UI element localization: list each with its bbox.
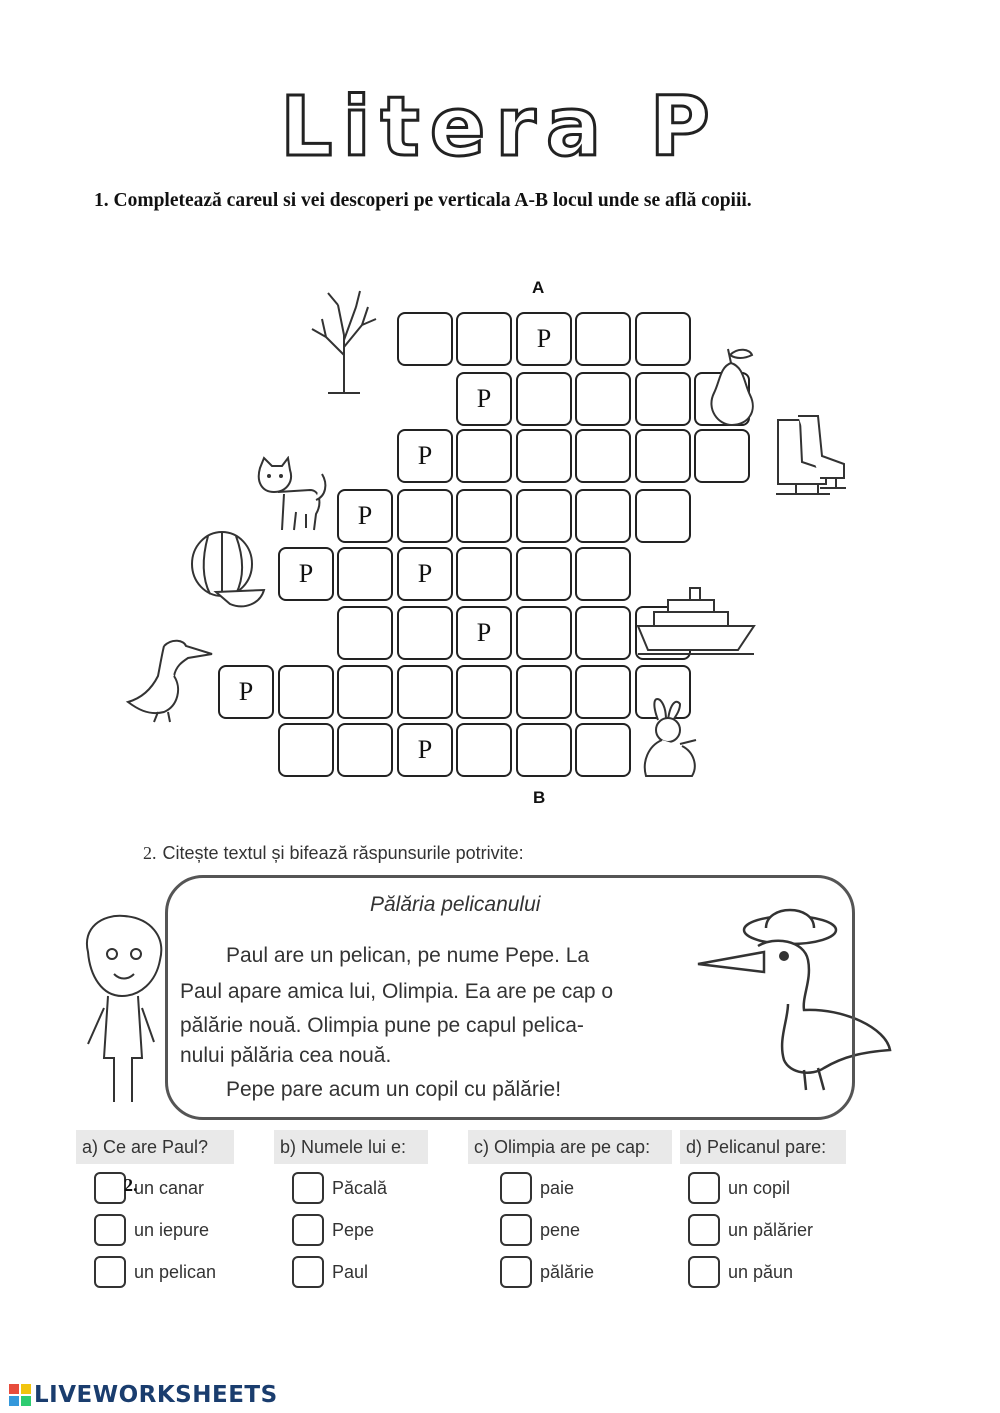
answer-checkbox[interactable] [94,1172,126,1204]
answer-option[interactable] [292,1172,387,1204]
question-a-label: a) Ce are Paul? [76,1130,234,1164]
answer-option[interactable] [688,1256,793,1288]
answer-option-label: un pălărier [728,1219,814,1240]
answer-option[interactable] [688,1172,790,1204]
crossword-cell[interactable]: P [278,547,334,601]
answer-option[interactable] [94,1172,204,1204]
crossword-cell[interactable] [516,372,572,426]
crossword-cell[interactable] [516,429,572,483]
exercise2-number: 2. [143,843,157,863]
cat-icon [248,456,330,534]
crossword-cell[interactable] [456,429,512,483]
answer-checkbox[interactable] [688,1172,720,1204]
crossword-cell[interactable] [456,489,512,543]
answer-checkbox[interactable] [292,1172,324,1204]
answer-option-label: paie [540,1177,575,1198]
pear-icon [698,345,764,427]
crossword-cell[interactable] [575,429,631,483]
crossword-cell[interactable] [575,665,631,719]
ship-icon [634,584,758,660]
answer-checkbox[interactable] [500,1214,532,1246]
crossword-cell[interactable] [397,665,453,719]
answer-option-label: un păun [728,1261,794,1282]
ice-skates-icon [770,412,850,510]
answer-option-label: un pelican [134,1261,217,1282]
crossword-cell[interactable]: P [456,372,512,426]
crossword-cell[interactable] [575,489,631,543]
crossword-cell[interactable] [516,606,572,660]
question-d-label: d) Pelicanul pare: [680,1130,846,1164]
brand-name: LIVEWORKSHEETS [34,1382,278,1408]
question-b-label: b) Numele lui e: [274,1130,428,1164]
answer-option[interactable] [94,1256,216,1288]
question-c-label: c) Olimpia are pe cap: [468,1130,672,1164]
answer-checkbox[interactable] [500,1256,532,1288]
answer-option[interactable] [94,1214,209,1246]
answer-option-label: Pepe [332,1219,375,1240]
exercise2-instruction-text: Citește textul și bifează răspunsurile potrivite: [162,843,524,863]
answer-checkbox[interactable] [292,1256,324,1288]
footer [8,1382,278,1408]
crossword-cell[interactable] [575,372,631,426]
answer-option-label: pălărie [540,1261,595,1282]
crossword-cell[interactable]: P [397,547,453,601]
crossword-cell[interactable]: P [337,489,393,543]
crossword-cell[interactable] [456,665,512,719]
crossword-cell[interactable] [456,547,512,601]
story-line: pălărie nouă. Olimpia pune pe capul pelica- [180,1014,584,1037]
crossword-cell[interactable]: P [397,429,453,483]
watermelon-icon [186,528,268,612]
story-line: Pepe pare acum un copil cu pălărie! [226,1078,562,1101]
crossword-cell[interactable] [575,547,631,601]
label-b: B [533,788,546,807]
answer-checkbox[interactable] [688,1214,720,1246]
crossword-cell[interactable] [456,723,512,777]
answer-checkbox[interactable] [292,1214,324,1246]
answer-option-label: un iepure [134,1219,210,1240]
story-title: Pălăria pelicanului [370,893,541,916]
answer-option-label: Păcală [332,1177,388,1198]
crossword-cell[interactable] [635,372,691,426]
crossword-cell[interactable] [635,312,691,366]
crossword-cell[interactable] [635,489,691,543]
crossword-cell[interactable] [516,547,572,601]
crossword-cell[interactable]: P [456,606,512,660]
label-a: A [532,278,545,297]
crossword-cell[interactable] [456,312,512,366]
crossword-cell[interactable] [575,606,631,660]
crossword-cell[interactable]: P [397,723,453,777]
crossword-cell[interactable] [575,723,631,777]
crossword-cell[interactable] [397,606,453,660]
crossword-cell[interactable] [635,429,691,483]
exercise1-instruction: 1. Completează careul si vei descoperi pe verticala A-B locul unde se află copiii. [94,190,752,211]
crossword-cell[interactable] [516,489,572,543]
crossword-cell[interactable] [516,723,572,777]
crossword-cell[interactable] [694,429,750,483]
crossword-cell[interactable] [337,723,393,777]
answer-checkbox[interactable] [94,1214,126,1246]
crossword-cell[interactable] [397,489,453,543]
story-line: nului pălăria cea nouă. [180,1044,392,1067]
answer-option-label: un canar [134,1177,205,1198]
page-title: Litera P [280,80,720,175]
answer-option[interactable] [292,1214,374,1246]
liveworksheets-logo-icon [8,1383,32,1407]
crossword-cell[interactable]: P [516,312,572,366]
answer-checkbox[interactable] [94,1256,126,1288]
crossword-cell[interactable] [397,312,453,366]
pelican-small-icon [124,632,214,724]
answer-checkbox[interactable] [688,1256,720,1288]
crossword-cell[interactable] [337,665,393,719]
story-line: Paul apare amica lui, Olimpia. Ea are pe cap o [180,980,614,1003]
story-line: Paul are un pelican, pe nume Pepe. La [226,944,590,967]
exercise2-instruction [143,843,524,864]
boy-icon [74,912,174,1108]
crossword-cell[interactable] [575,312,631,366]
crossword-cell[interactable] [337,606,393,660]
rabbit-icon [636,696,706,786]
answer-checkbox[interactable] [500,1172,532,1204]
crossword-cell[interactable] [337,547,393,601]
answer-option-label: Paul [332,1261,369,1282]
crossword-cell[interactable] [278,665,334,719]
stray-number-mark: 2. [124,1175,138,1195]
answer-option[interactable] [292,1256,368,1288]
tree-icon [298,285,390,397]
answer-option[interactable] [688,1214,813,1246]
answer-option[interactable] [500,1214,580,1246]
answer-option-label: pene [540,1219,581,1240]
answer-option-label: un copil [728,1177,791,1198]
crossword-cell[interactable] [516,665,572,719]
answer-option[interactable] [500,1256,594,1288]
answer-option[interactable] [500,1172,574,1204]
crossword-cell[interactable]: P [218,665,274,719]
crossword-cell[interactable] [278,723,334,777]
